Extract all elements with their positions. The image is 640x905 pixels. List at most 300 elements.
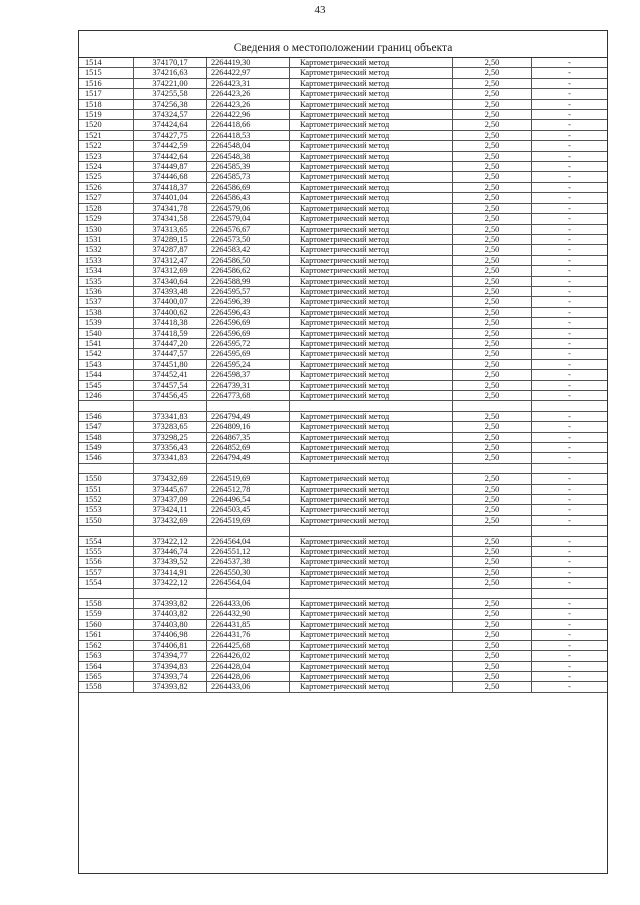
table-row bbox=[79, 203, 607, 213]
x-coordinate-cell: 373446,74 bbox=[134, 547, 207, 557]
point-number-cell: 1520 bbox=[79, 120, 134, 130]
accuracy-cell: 2,50 bbox=[453, 172, 532, 182]
accuracy-cell: 2,50 bbox=[453, 78, 532, 88]
table-row bbox=[79, 89, 607, 99]
y-coordinate-cell: 2264739,31 bbox=[207, 380, 290, 390]
point-number-cell: 1559 bbox=[79, 609, 134, 619]
x-coordinate-cell: 373283,65 bbox=[134, 422, 207, 432]
method-cell: Картометрический метод bbox=[290, 536, 453, 546]
description-cell: - bbox=[532, 609, 608, 619]
x-coordinate-cell: 374289,15 bbox=[134, 234, 207, 244]
accuracy-cell: 2,50 bbox=[453, 255, 532, 265]
y-coordinate-cell: 2264426,02 bbox=[207, 651, 290, 661]
description-cell: - bbox=[532, 286, 608, 296]
x-coordinate-cell: 374427,75 bbox=[134, 130, 207, 140]
accuracy-cell: 2,50 bbox=[453, 370, 532, 380]
table-row bbox=[79, 110, 607, 120]
table-row bbox=[79, 68, 607, 78]
method-cell: Картометрический метод bbox=[290, 245, 453, 255]
table-row bbox=[79, 640, 607, 650]
x-coordinate-cell: 374393,82 bbox=[134, 599, 207, 609]
point-number-cell: 1525 bbox=[79, 172, 134, 182]
point-number-cell: 1564 bbox=[79, 661, 134, 671]
point-number-cell: 1515 bbox=[79, 68, 134, 78]
x-coordinate-cell: 374446,68 bbox=[134, 172, 207, 182]
x-coordinate-cell: 374393,48 bbox=[134, 286, 207, 296]
description-cell: - bbox=[532, 495, 608, 505]
point-number-cell: 1550 bbox=[79, 474, 134, 484]
table-row bbox=[79, 474, 607, 484]
x-coordinate-cell: 374400,62 bbox=[134, 307, 207, 317]
x-coordinate-cell: 373437,09 bbox=[134, 495, 207, 505]
method-cell: Картометрический метод bbox=[290, 411, 453, 421]
description-cell: - bbox=[532, 557, 608, 567]
x-coordinate-cell: 374393,82 bbox=[134, 682, 207, 692]
method-cell: Картометрический метод bbox=[290, 671, 453, 681]
y-coordinate-cell: 2264422,96 bbox=[207, 110, 290, 120]
x-coordinate-cell: 373298,25 bbox=[134, 432, 207, 442]
accuracy-cell: 2,50 bbox=[453, 484, 532, 494]
empty-cell bbox=[532, 588, 608, 598]
description-cell: - bbox=[532, 515, 608, 525]
y-coordinate-cell: 2264596,39 bbox=[207, 297, 290, 307]
accuracy-cell: 2,50 bbox=[453, 661, 532, 671]
table-row bbox=[79, 58, 607, 68]
accuracy-cell: 2,50 bbox=[453, 349, 532, 359]
x-coordinate-cell: 374394,77 bbox=[134, 651, 207, 661]
x-coordinate-cell: 373424,11 bbox=[134, 505, 207, 515]
empty-cell bbox=[290, 526, 453, 536]
method-cell: Картометрический метод bbox=[290, 162, 453, 172]
x-coordinate-cell: 374418,59 bbox=[134, 328, 207, 338]
accuracy-cell: 2,50 bbox=[453, 432, 532, 442]
point-number-cell: 1561 bbox=[79, 630, 134, 640]
point-number-cell: 1555 bbox=[79, 547, 134, 557]
y-coordinate-cell: 2264433,06 bbox=[207, 599, 290, 609]
description-cell: - bbox=[532, 661, 608, 671]
table-row bbox=[79, 453, 607, 463]
empty-cell bbox=[453, 526, 532, 536]
coordinates-table-body bbox=[79, 58, 607, 692]
description-cell: - bbox=[532, 505, 608, 515]
accuracy-cell: 2,50 bbox=[453, 182, 532, 192]
method-cell: Картометрический метод bbox=[290, 193, 453, 203]
description-cell: - bbox=[532, 120, 608, 130]
point-number-cell: 1528 bbox=[79, 203, 134, 213]
empty-cell bbox=[453, 401, 532, 411]
y-coordinate-cell: 2264564,04 bbox=[207, 536, 290, 546]
table-row bbox=[79, 380, 607, 390]
point-number-cell: 1550 bbox=[79, 515, 134, 525]
y-coordinate-cell: 2264596,69 bbox=[207, 318, 290, 328]
point-number-cell: 1527 bbox=[79, 193, 134, 203]
accuracy-cell: 2,50 bbox=[453, 318, 532, 328]
y-coordinate-cell: 2264586,43 bbox=[207, 193, 290, 203]
method-cell: Картометрический метод bbox=[290, 338, 453, 348]
x-coordinate-cell: 374456,45 bbox=[134, 391, 207, 401]
y-coordinate-cell: 2264576,67 bbox=[207, 224, 290, 234]
accuracy-cell: 2,50 bbox=[453, 495, 532, 505]
accuracy-cell: 2,50 bbox=[453, 214, 532, 224]
description-cell: - bbox=[532, 619, 608, 629]
x-coordinate-cell: 373356,43 bbox=[134, 443, 207, 453]
method-cell: Картометрический метод bbox=[290, 359, 453, 369]
y-coordinate-cell: 2264550,30 bbox=[207, 567, 290, 577]
y-coordinate-cell: 2264537,38 bbox=[207, 557, 290, 567]
y-coordinate-cell: 2264425,68 bbox=[207, 640, 290, 650]
method-cell: Картометрический метод bbox=[290, 599, 453, 609]
table-row bbox=[79, 536, 607, 546]
description-cell: - bbox=[532, 443, 608, 453]
y-coordinate-cell: 2264852,69 bbox=[207, 443, 290, 453]
table-row bbox=[79, 318, 607, 328]
x-coordinate-cell: 374312,47 bbox=[134, 255, 207, 265]
accuracy-cell: 2,50 bbox=[453, 453, 532, 463]
accuracy-cell: 2,50 bbox=[453, 234, 532, 244]
accuracy-cell: 2,50 bbox=[453, 130, 532, 140]
accuracy-cell: 2,50 bbox=[453, 276, 532, 286]
accuracy-cell: 2,50 bbox=[453, 99, 532, 109]
method-cell: Картометрический метод bbox=[290, 578, 453, 588]
accuracy-cell: 2,50 bbox=[453, 224, 532, 234]
point-number-cell: 1546 bbox=[79, 453, 134, 463]
table-row bbox=[79, 411, 607, 421]
description-cell: - bbox=[532, 58, 608, 68]
description-cell: - bbox=[532, 380, 608, 390]
method-cell: Картометрический метод bbox=[290, 141, 453, 151]
table-row bbox=[79, 182, 607, 192]
y-coordinate-cell: 2264598,37 bbox=[207, 370, 290, 380]
y-coordinate-cell: 2264428,06 bbox=[207, 671, 290, 681]
method-cell: Картометрический метод bbox=[290, 255, 453, 265]
method-cell: Картометрический метод bbox=[290, 391, 453, 401]
description-cell: - bbox=[532, 640, 608, 650]
x-coordinate-cell: 374447,20 bbox=[134, 338, 207, 348]
x-coordinate-cell: 374457,54 bbox=[134, 380, 207, 390]
y-coordinate-cell: 2264503,45 bbox=[207, 505, 290, 515]
x-coordinate-cell: 374312,69 bbox=[134, 266, 207, 276]
empty-cell bbox=[207, 401, 290, 411]
x-coordinate-cell: 373439,52 bbox=[134, 557, 207, 567]
y-coordinate-cell: 2264496,54 bbox=[207, 495, 290, 505]
description-cell: - bbox=[532, 651, 608, 661]
method-cell: Картометрический метод bbox=[290, 297, 453, 307]
table-row bbox=[79, 349, 607, 359]
table-row bbox=[79, 266, 607, 276]
x-coordinate-cell: 374400,07 bbox=[134, 297, 207, 307]
accuracy-cell: 2,50 bbox=[453, 578, 532, 588]
accuracy-cell: 2,50 bbox=[453, 266, 532, 276]
description-cell: - bbox=[532, 130, 608, 140]
accuracy-cell: 2,50 bbox=[453, 120, 532, 130]
x-coordinate-cell: 374393,74 bbox=[134, 671, 207, 681]
description-cell: - bbox=[532, 411, 608, 421]
point-number-cell: 1522 bbox=[79, 141, 134, 151]
group-separator-row bbox=[79, 526, 607, 536]
point-number-cell: 1557 bbox=[79, 567, 134, 577]
table-row bbox=[79, 172, 607, 182]
x-coordinate-cell: 374406,98 bbox=[134, 630, 207, 640]
y-coordinate-cell: 2264579,06 bbox=[207, 203, 290, 213]
y-coordinate-cell: 2264431,76 bbox=[207, 630, 290, 640]
method-cell: Картометрический метод bbox=[290, 214, 453, 224]
x-coordinate-cell: 373422,12 bbox=[134, 536, 207, 546]
method-cell: Картометрический метод bbox=[290, 99, 453, 109]
point-number-cell: 1558 bbox=[79, 599, 134, 609]
method-cell: Картометрический метод bbox=[290, 286, 453, 296]
accuracy-cell: 2,50 bbox=[453, 328, 532, 338]
y-coordinate-cell: 2264422,97 bbox=[207, 68, 290, 78]
accuracy-cell: 2,50 bbox=[453, 68, 532, 78]
description-cell: - bbox=[532, 432, 608, 442]
method-cell: Картометрический метод bbox=[290, 567, 453, 577]
y-coordinate-cell: 2264419,30 bbox=[207, 58, 290, 68]
accuracy-cell: 2,50 bbox=[453, 651, 532, 661]
empty-cell bbox=[532, 463, 608, 473]
y-coordinate-cell: 2264519,69 bbox=[207, 474, 290, 484]
x-coordinate-cell: 374418,37 bbox=[134, 182, 207, 192]
empty-cell bbox=[207, 463, 290, 473]
x-coordinate-cell: 374452,41 bbox=[134, 370, 207, 380]
empty-cell bbox=[453, 588, 532, 598]
method-cell: Картометрический метод bbox=[290, 651, 453, 661]
table-row bbox=[79, 214, 607, 224]
point-number-cell: 1552 bbox=[79, 495, 134, 505]
point-number-cell: 1553 bbox=[79, 505, 134, 515]
method-cell: Картометрический метод bbox=[290, 484, 453, 494]
point-number-cell: 1544 bbox=[79, 370, 134, 380]
x-coordinate-cell: 374255,58 bbox=[134, 89, 207, 99]
accuracy-cell: 2,50 bbox=[453, 505, 532, 515]
description-cell: - bbox=[532, 328, 608, 338]
y-coordinate-cell: 2264809,16 bbox=[207, 422, 290, 432]
x-coordinate-cell: 374287,87 bbox=[134, 245, 207, 255]
description-cell: - bbox=[532, 68, 608, 78]
x-coordinate-cell: 374401,04 bbox=[134, 193, 207, 203]
x-coordinate-cell: 373422,12 bbox=[134, 578, 207, 588]
table-title: Сведения о местоположении границ объекта bbox=[79, 31, 607, 58]
y-coordinate-cell: 2264551,12 bbox=[207, 547, 290, 557]
accuracy-cell: 2,50 bbox=[453, 640, 532, 650]
description-cell: - bbox=[532, 391, 608, 401]
description-cell: - bbox=[532, 536, 608, 546]
accuracy-cell: 2,50 bbox=[453, 162, 532, 172]
x-coordinate-cell: 374340,64 bbox=[134, 276, 207, 286]
method-cell: Картометрический метод bbox=[290, 547, 453, 557]
method-cell: Картометрический метод bbox=[290, 266, 453, 276]
accuracy-cell: 2,50 bbox=[453, 671, 532, 681]
group-separator-row bbox=[79, 588, 607, 598]
x-coordinate-cell: 373432,69 bbox=[134, 474, 207, 484]
x-coordinate-cell: 374403,80 bbox=[134, 619, 207, 629]
y-coordinate-cell: 2264432,90 bbox=[207, 609, 290, 619]
table-row bbox=[79, 599, 607, 609]
method-cell: Картометрический метод bbox=[290, 557, 453, 567]
y-coordinate-cell: 2264418,66 bbox=[207, 120, 290, 130]
table-row bbox=[79, 515, 607, 525]
description-cell: - bbox=[532, 141, 608, 151]
x-coordinate-cell: 374216,63 bbox=[134, 68, 207, 78]
point-number-cell: 1542 bbox=[79, 349, 134, 359]
description-cell: - bbox=[532, 630, 608, 640]
y-coordinate-cell: 2264794,49 bbox=[207, 453, 290, 463]
empty-cell bbox=[453, 463, 532, 473]
empty-cell bbox=[532, 401, 608, 411]
accuracy-cell: 2,50 bbox=[453, 141, 532, 151]
description-cell: - bbox=[532, 578, 608, 588]
description-cell: - bbox=[532, 255, 608, 265]
x-coordinate-cell: 373432,69 bbox=[134, 515, 207, 525]
point-number-cell: 1533 bbox=[79, 255, 134, 265]
y-coordinate-cell: 2264418,53 bbox=[207, 130, 290, 140]
x-coordinate-cell: 373341,83 bbox=[134, 411, 207, 421]
y-coordinate-cell: 2264573,50 bbox=[207, 234, 290, 244]
description-cell: - bbox=[532, 297, 608, 307]
accuracy-cell: 2,50 bbox=[453, 682, 532, 692]
y-coordinate-cell: 2264519,69 bbox=[207, 515, 290, 525]
empty-cell bbox=[290, 401, 453, 411]
description-cell: - bbox=[532, 151, 608, 161]
method-cell: Картометрический метод bbox=[290, 453, 453, 463]
description-cell: - bbox=[532, 193, 608, 203]
table-row bbox=[79, 234, 607, 244]
y-coordinate-cell: 2264595,72 bbox=[207, 338, 290, 348]
y-coordinate-cell: 2264588,99 bbox=[207, 276, 290, 286]
y-coordinate-cell: 2264867,35 bbox=[207, 432, 290, 442]
description-cell: - bbox=[532, 203, 608, 213]
method-cell: Картометрический метод bbox=[290, 515, 453, 525]
point-number-cell: 1535 bbox=[79, 276, 134, 286]
table-row bbox=[79, 422, 607, 432]
table-row bbox=[79, 443, 607, 453]
accuracy-cell: 2,50 bbox=[453, 536, 532, 546]
method-cell: Картометрический метод bbox=[290, 276, 453, 286]
description-cell: - bbox=[532, 266, 608, 276]
accuracy-cell: 2,50 bbox=[453, 110, 532, 120]
description-cell: - bbox=[532, 484, 608, 494]
method-cell: Картометрический метод bbox=[290, 78, 453, 88]
point-number-cell: 1536 bbox=[79, 286, 134, 296]
x-coordinate-cell: 374442,64 bbox=[134, 151, 207, 161]
table-row bbox=[79, 671, 607, 681]
empty-cell bbox=[79, 526, 134, 536]
accuracy-cell: 2,50 bbox=[453, 515, 532, 525]
point-number-cell: 1517 bbox=[79, 89, 134, 99]
x-coordinate-cell: 374406,81 bbox=[134, 640, 207, 650]
x-coordinate-cell: 373341,83 bbox=[134, 453, 207, 463]
accuracy-cell: 2,50 bbox=[453, 380, 532, 390]
accuracy-cell: 2,50 bbox=[453, 286, 532, 296]
accuracy-cell: 2,50 bbox=[453, 193, 532, 203]
y-coordinate-cell: 2264433,06 bbox=[207, 682, 290, 692]
empty-cell bbox=[79, 463, 134, 473]
y-coordinate-cell: 2264431,85 bbox=[207, 619, 290, 629]
method-cell: Картометрический метод bbox=[290, 89, 453, 99]
description-cell: - bbox=[532, 214, 608, 224]
point-number-cell: 1532 bbox=[79, 245, 134, 255]
accuracy-cell: 2,50 bbox=[453, 557, 532, 567]
point-number-cell: 1246 bbox=[79, 391, 134, 401]
x-coordinate-cell: 374341,58 bbox=[134, 214, 207, 224]
method-cell: Картометрический метод bbox=[290, 443, 453, 453]
y-coordinate-cell: 2264595,57 bbox=[207, 286, 290, 296]
point-number-cell: 1534 bbox=[79, 266, 134, 276]
x-coordinate-cell: 374313,65 bbox=[134, 224, 207, 234]
point-number-cell: 1526 bbox=[79, 182, 134, 192]
point-number-cell: 1545 bbox=[79, 380, 134, 390]
table-row bbox=[79, 99, 607, 109]
y-coordinate-cell: 2264596,43 bbox=[207, 307, 290, 317]
x-coordinate-cell: 374256,38 bbox=[134, 99, 207, 109]
point-number-cell: 1556 bbox=[79, 557, 134, 567]
y-coordinate-cell: 2264423,31 bbox=[207, 78, 290, 88]
empty-cell bbox=[79, 401, 134, 411]
accuracy-cell: 2,50 bbox=[453, 567, 532, 577]
method-cell: Картометрический метод bbox=[290, 474, 453, 484]
accuracy-cell: 2,50 bbox=[453, 338, 532, 348]
empty-cell bbox=[290, 463, 453, 473]
method-cell: Картометрический метод bbox=[290, 172, 453, 182]
accuracy-cell: 2,50 bbox=[453, 297, 532, 307]
table-row bbox=[79, 432, 607, 442]
y-coordinate-cell: 2264585,39 bbox=[207, 162, 290, 172]
x-coordinate-cell: 374221,00 bbox=[134, 78, 207, 88]
accuracy-cell: 2,50 bbox=[453, 58, 532, 68]
point-number-cell: 1547 bbox=[79, 422, 134, 432]
method-cell: Картометрический метод bbox=[290, 505, 453, 515]
table-row bbox=[79, 141, 607, 151]
point-number-cell: 1549 bbox=[79, 443, 134, 453]
table-row bbox=[79, 276, 607, 286]
point-number-cell: 1563 bbox=[79, 651, 134, 661]
table-row bbox=[79, 338, 607, 348]
description-cell: - bbox=[532, 172, 608, 182]
accuracy-cell: 2,50 bbox=[453, 609, 532, 619]
point-number-cell: 1565 bbox=[79, 671, 134, 681]
point-number-cell: 1521 bbox=[79, 130, 134, 140]
x-coordinate-cell: 374324,57 bbox=[134, 110, 207, 120]
point-number-cell: 1519 bbox=[79, 110, 134, 120]
page-number: 43 bbox=[314, 4, 326, 16]
x-coordinate-cell: 374424,64 bbox=[134, 120, 207, 130]
table-row bbox=[79, 162, 607, 172]
description-cell: - bbox=[532, 78, 608, 88]
x-coordinate-cell: 374418,38 bbox=[134, 318, 207, 328]
table-row bbox=[79, 630, 607, 640]
table-row bbox=[79, 578, 607, 588]
x-coordinate-cell: 374451,80 bbox=[134, 359, 207, 369]
table-row bbox=[79, 661, 607, 671]
method-cell: Картометрический метод bbox=[290, 151, 453, 161]
method-cell: Картометрический метод bbox=[290, 234, 453, 244]
accuracy-cell: 2,50 bbox=[453, 422, 532, 432]
table-row bbox=[79, 297, 607, 307]
y-coordinate-cell: 2264586,62 bbox=[207, 266, 290, 276]
method-cell: Картометрический метод bbox=[290, 370, 453, 380]
accuracy-cell: 2,50 bbox=[453, 547, 532, 557]
point-number-cell: 1531 bbox=[79, 234, 134, 244]
y-coordinate-cell: 2264512,78 bbox=[207, 484, 290, 494]
empty-cell bbox=[134, 401, 207, 411]
accuracy-cell: 2,50 bbox=[453, 151, 532, 161]
table-row bbox=[79, 307, 607, 317]
y-coordinate-cell: 2264548,38 bbox=[207, 151, 290, 161]
method-cell: Картометрический метод bbox=[290, 609, 453, 619]
description-cell: - bbox=[532, 453, 608, 463]
x-coordinate-cell: 374170,17 bbox=[134, 58, 207, 68]
point-number-cell: 1551 bbox=[79, 484, 134, 494]
method-cell: Картометрический метод bbox=[290, 58, 453, 68]
